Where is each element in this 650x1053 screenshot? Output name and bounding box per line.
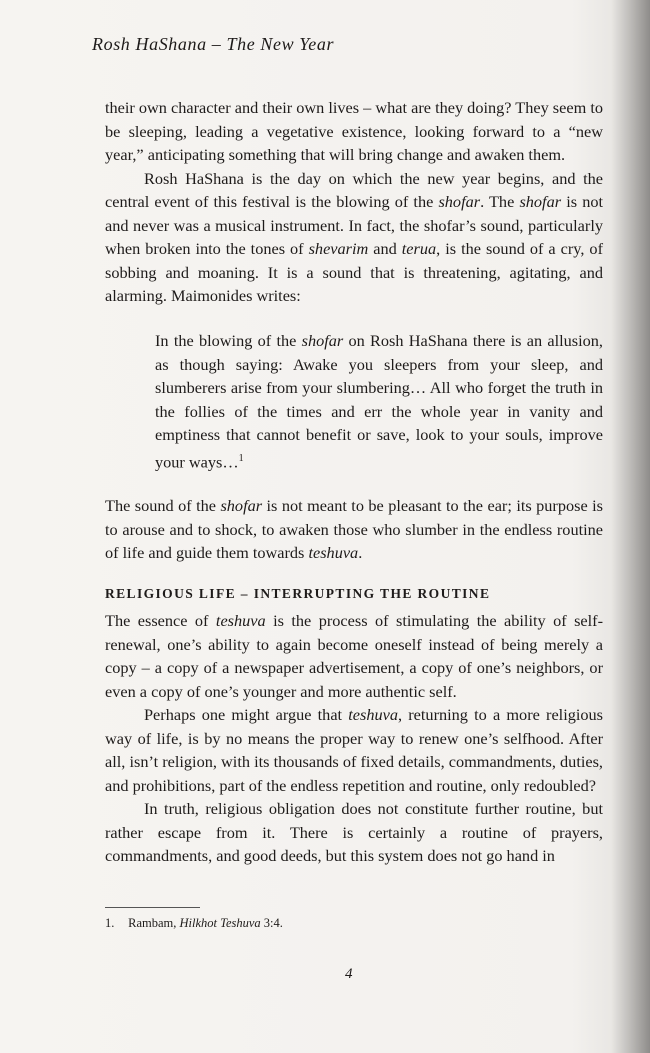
- shofar-paragraph: [105, 494, 603, 565]
- paragraph: Perhaps one might argue that teshuva, returning to a more religious way of life, is by no means the proper way to renew one’s selfhood. After all, isn’t religion, with its thousands of fixed details, commandments, duties, and prohibitions, part of the endless repetition and routine, only redoubled?: [105, 705, 603, 795]
- footnote-number: 1.: [105, 916, 115, 930]
- footnote-ref: 3:4.: [263, 916, 283, 930]
- paragraph: In truth, religious obligation does not constitute further routine, but rather escape from it. There is certainly a routine of prayers, commandments, and good deeds, but this system does not go hand in: [105, 799, 603, 865]
- section-body: [105, 609, 603, 868]
- footnote-marker: 1: [238, 452, 244, 464]
- opening-paragraphs: [105, 96, 603, 308]
- paragraph: their own character and their own lives – what are they doing? They seem to be sleeping, leading a vegetative existence, looking forward to a “new year,” anticipating something that will bring change and awaken them.: [105, 98, 603, 164]
- maimonides-quote: In the blowing of the shofar on Rosh HaShana there is an allusion, as though saying: Awake you sleepers from your sleep, and slumberers arise from your slumbering… All who forget the truth in the follies of the times and err the whole year in vanity and emptiness that cannot benefit or save, look to your souls, improve your ways…$^1$: [155, 331, 604, 471]
- paragraph: Rosh HaShana is the day on which the new year begins, and the central event of this festival is the blowing of the shofar. The shofar is not and never was a musical instrument. In fact, the shofar’s sound, particularly when broken into the tones of shevarim and terua, is the sound of a cry, of sobbing and moaning. It is a sound that is threatening, agitating, and alarming. Maimonides writes:: [105, 168, 603, 305]
- footnote-author: Rambam,: [128, 916, 177, 930]
- footnote-title: Hilkhot Teshuva: [179, 916, 261, 930]
- paragraph: The essence of teshuva is the process of stimulating the ability of self-renewal, one’s ability to again become oneself instead of being merely a copy – a copy of a newspaper advertisement, a copy of one’s neighbors, or even a copy of one’s younger and more authentic self.: [105, 611, 603, 701]
- section-heading: RELIGIOUS LIFE – INTERRUPTING THE ROUTINE: [105, 586, 491, 601]
- running-head: Rosh HaShana – The New Year: [92, 34, 335, 54]
- page-number: 4: [345, 966, 353, 982]
- paragraph: The sound of the shofar is not meant to be pleasant to the ear; its purpose is to arouse and to shock, to awaken those who slumber in the endless routine of life and guide them towards teshuva.: [105, 496, 603, 562]
- footnote-rule: [105, 907, 200, 908]
- footnote: [105, 916, 283, 931]
